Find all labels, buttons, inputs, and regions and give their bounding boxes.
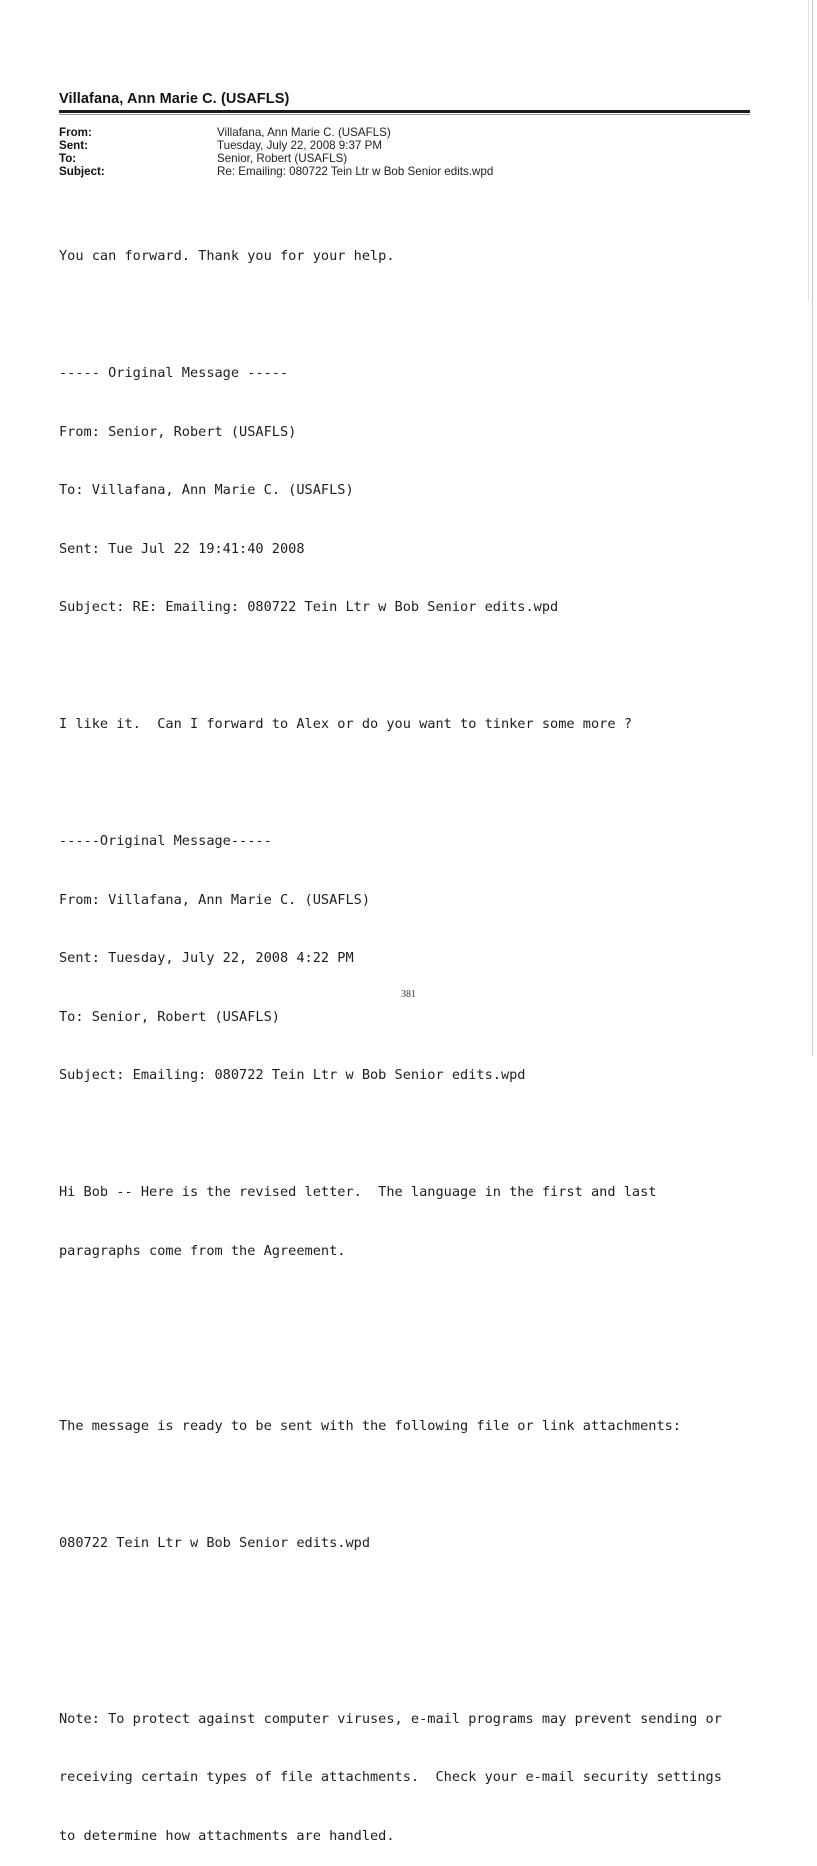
body-line: Sent: Tuesday, July 22, 2008 4:22 PM xyxy=(59,950,354,966)
body-line xyxy=(59,306,722,326)
page-edge-line xyxy=(812,0,813,1056)
email-body xyxy=(59,208,722,1866)
header-value-sent: Tuesday, July 22, 2008 9:37 PM xyxy=(217,139,382,152)
body-line: receiving certain types of file attachments. Check your e-mail security settings xyxy=(59,1769,722,1785)
header-label-subject: Subject: xyxy=(59,165,105,178)
body-line: paragraphs come from the Agreement. xyxy=(59,1242,346,1259)
header-label-to: To: xyxy=(59,152,77,165)
header-value-to: Senior, Robert (USAFLS) xyxy=(217,152,348,165)
body-line xyxy=(59,1359,722,1379)
body-line xyxy=(59,1651,722,1671)
header-value-from: Villafana, Ann Marie C. (USAFLS) xyxy=(217,126,391,139)
body-line xyxy=(59,1125,722,1145)
body-line: You can forward. Thank you for your help. xyxy=(59,248,395,264)
heading-rule-thin xyxy=(59,114,750,115)
body-line xyxy=(59,1593,722,1613)
body-line: Subject: Emailing: 080722 Tein Ltr w Bob Senior edits.wpd xyxy=(59,1067,526,1083)
body-line: to determine how attachments are handled. xyxy=(59,1827,395,1844)
header-label-from: From: xyxy=(59,126,92,139)
body-line: The message is ready to be sent with the following file or link attachments: xyxy=(59,1418,681,1434)
body-line: Subject: RE: Emailing: 080722 Tein Ltr w Bob Senior edits.wpd xyxy=(59,599,559,615)
body-line xyxy=(59,774,722,794)
body-line: Sent: Tue Jul 22 19:41:40 2008 xyxy=(59,540,305,557)
body-line: Note: To protect against computer viruses, e-mail programs may prevent sending or xyxy=(59,1710,722,1727)
body-line: I like it. Can I forward to Alex or do you want to tinker some more ? xyxy=(59,716,632,732)
body-line: ----- Original Message ----- xyxy=(59,365,289,381)
body-line xyxy=(59,657,722,677)
heading-rule xyxy=(59,110,750,113)
body-line: To: Villafana, Ann Marie C. (USAFLS) xyxy=(59,482,354,498)
body-line: Hi Bob -- Here is the revised letter. The language in the first and last xyxy=(59,1184,657,1200)
page-edge-line-secondary xyxy=(808,0,809,300)
body-line xyxy=(59,1300,722,1320)
body-line: From: Villafana, Ann Marie C. (USAFLS) xyxy=(59,891,370,908)
header-label-sent: Sent: xyxy=(59,139,88,152)
sender-name-heading: Villafana, Ann Marie C. (USAFLS) xyxy=(59,91,290,107)
body-line: To: Senior, Robert (USAFLS) xyxy=(59,1008,280,1025)
page-number: 381 xyxy=(401,989,416,1000)
body-line: From: Senior, Robert (USAFLS) xyxy=(59,423,297,440)
body-line: -----Original Message----- xyxy=(59,833,272,849)
body-line xyxy=(59,1476,722,1496)
header-value-subject: Re: Emailing: 080722 Tein Ltr w Bob Senior edits.wpd xyxy=(217,165,494,178)
body-line: 080722 Tein Ltr w Bob Senior edits.wpd xyxy=(59,1535,370,1551)
